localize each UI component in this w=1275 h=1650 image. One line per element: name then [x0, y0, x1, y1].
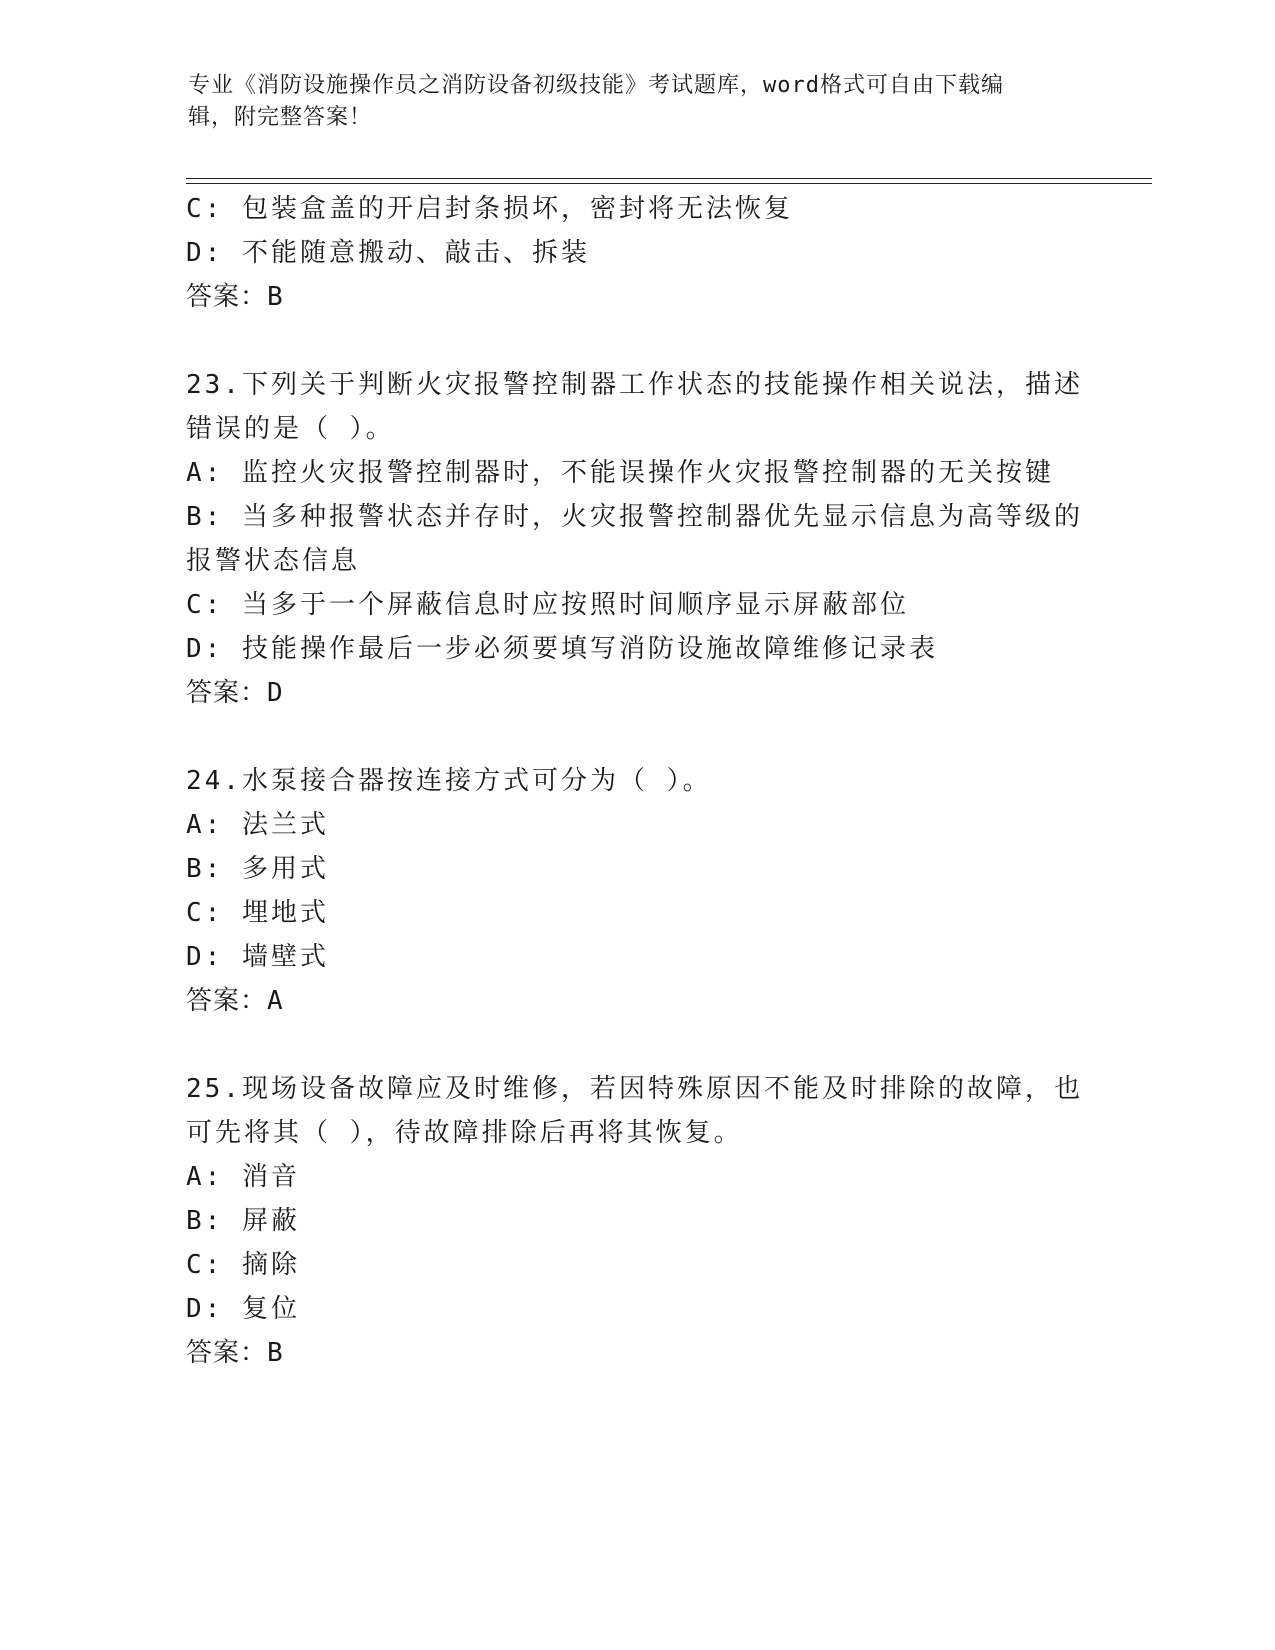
q24-option-a: A: 法兰式: [186, 810, 329, 840]
prev-option-c: C: 包装盒盖的开启封条损坏，密封将无法恢复: [186, 194, 793, 224]
q23-option-c: C: 当多于一个屏蔽信息时应按照时间顺序显示屏蔽部位: [186, 590, 909, 620]
q23-answer: 答案：D: [186, 678, 284, 708]
q23-stem-line-2: 错误的是（ ）。: [186, 414, 395, 444]
q23-option-a: A: 监控火灾报警控制器时，不能误操作火灾报警控制器的无关按键: [186, 458, 1054, 488]
header-line-2: 辑，附完整答案！: [188, 105, 373, 130]
q24-option-c: C: 埋地式: [186, 898, 329, 928]
prev-option-d: D: 不能随意搬动、敲击、拆装: [186, 238, 590, 268]
q23-stem-line-1: 23.下列关于判断火灾报警控制器工作状态的技能操作相关说法，描述: [186, 370, 1083, 400]
q25-stem-line-1: 25.现场设备故障应及时维修，若因特殊原因不能及时排除的故障，也: [186, 1074, 1083, 1104]
q24-stem: 24.水泵接合器按连接方式可分为（ ）。: [186, 766, 712, 796]
q25-answer: 答案：B: [186, 1338, 284, 1368]
q25-stem-line-2: 可先将其（ ），待故障排除后再将其恢复。: [186, 1118, 743, 1148]
prev-answer: 答案：B: [186, 282, 284, 312]
q23-option-d: D: 技能操作最后一步必须要填写消防设施故障维修记录表: [186, 634, 938, 664]
q23-option-b-line-1: B: 当多种报警状态并存时，火灾报警控制器优先显示信息为高等级的: [186, 502, 1083, 532]
q25-option-b: B: 屏蔽: [186, 1206, 300, 1236]
page-header: [188, 70, 1088, 134]
q25-option-d: D: 复位: [186, 1294, 300, 1324]
header-divider-top: [186, 178, 1152, 179]
q25-option-a: A: 消音: [186, 1162, 300, 1192]
header-divider-bottom: [186, 183, 1152, 184]
q24-option-d: D: 墙壁式: [186, 942, 329, 972]
q25-option-c: C: 摘除: [186, 1250, 300, 1280]
q24-answer: 答案：A: [186, 986, 284, 1016]
header-line-1: 专业《消防设施操作员之消防设备初级技能》考试题库，word格式可自由下载编: [188, 73, 1004, 98]
q24-option-b: B: 多用式: [186, 854, 329, 884]
q23-option-b-line-2: 报警状态信息: [186, 546, 361, 576]
